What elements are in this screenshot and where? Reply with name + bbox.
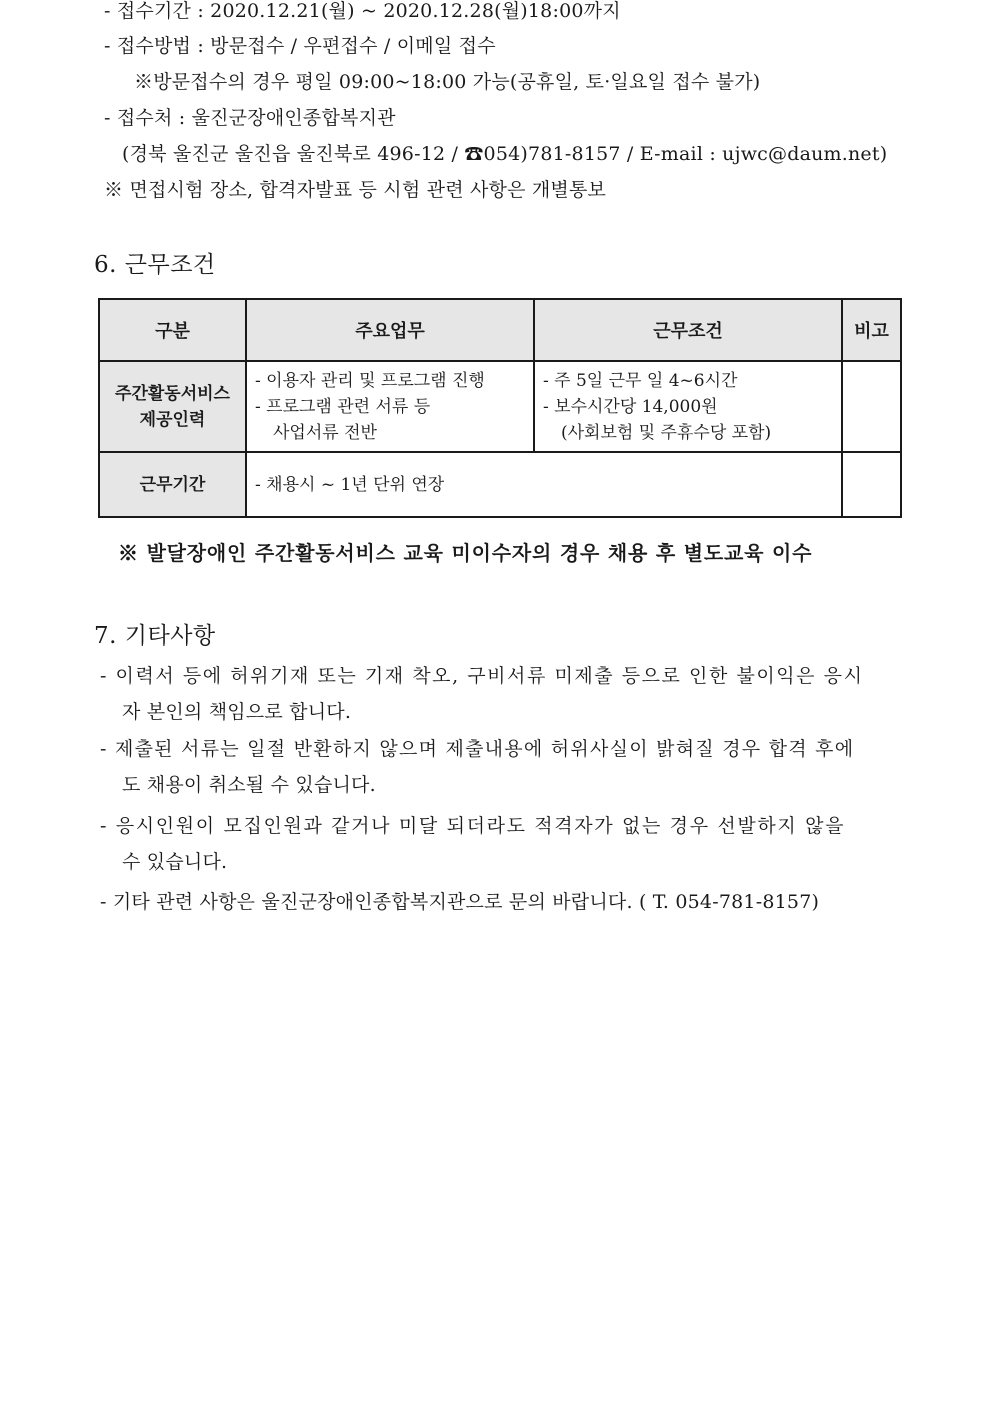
other-item-1-line-2: 자 본인의 책임으로 합니다. <box>122 701 352 723</box>
remarks-cell <box>842 361 901 452</box>
application-address: (경북 울진군 울진읍 울진북로 496-12 / ☎054)781-8157 / E-mail : ujwc@daum.net) <box>122 143 888 165</box>
condition-item: - 주 5일 근무 일 4~6시간 <box>543 370 738 391</box>
row-label-line: 제공인력 <box>139 409 206 430</box>
other-item-1-line-1: - 이력서 등에 허위기재 또는 기재 착오, 구비서류 미제출 등으로 인한 불이익은 응시 <box>100 665 864 687</box>
section-title-other-matters: 7. 기타사항 <box>94 623 216 649</box>
header-work-conditions: 근무조건 <box>534 299 842 361</box>
training-note: ※ 발달장애인 주간활동서비스 교육 미이수자의 경우 채용 후 별도교육 이수 <box>118 541 813 565</box>
other-item-4: - 기타 관련 사항은 울진군장애인종합복지관으로 문의 바랍니다. ( T. 054-781-8157) <box>100 891 820 913</box>
row-label-service-staff <box>99 361 246 452</box>
row-label-work-period: 근무기간 <box>99 452 246 517</box>
other-item-2-line-1: - 제출된 서류는 일절 반환하지 않으며 제출내용에 허위사실이 밝혀질 경우 합격 후에 <box>100 738 855 760</box>
remarks-cell <box>842 452 901 517</box>
table-row <box>99 452 901 517</box>
other-item-3-line-2: 수 있습니다. <box>122 851 228 873</box>
header-main-duties: 주요업무 <box>246 299 534 361</box>
condition-item: - 보수시간당 14,000원 <box>543 396 718 417</box>
application-period: - 접수기간 : 2020.12.21(월) ~ 2020.12.28(월)18:00까지 <box>104 0 621 22</box>
other-item-3-line-1: - 응시인원이 모집인원과 같거나 미달 되더라도 적격자가 없는 경우 선발하지 않을 <box>100 815 846 837</box>
duty-item: - 프로그램 관련 서류 등 <box>255 396 431 417</box>
application-method: - 접수방법 : 방문접수 / 우편접수 / 이메일 접수 <box>104 35 496 57</box>
exam-notice: ※ 면접시험 장소, 합격자발표 등 시험 관련 사항은 개별통보 <box>104 179 607 201</box>
conditions-cell <box>534 361 842 452</box>
section-title-work-conditions: 6. 근무조건 <box>94 252 216 278</box>
table-header-row <box>99 299 901 361</box>
row-label-line: 주간활동서비스 <box>115 383 230 404</box>
application-place: - 접수처 : 울진군장애인종합복지관 <box>104 107 396 129</box>
header-category: 구분 <box>99 299 246 361</box>
condition-item: (사회보험 및 주휴수당 포함) <box>561 422 772 443</box>
other-item-2-line-2: 도 채용이 취소될 수 있습니다. <box>122 774 376 796</box>
application-method-note: ※방문접수의 경우 평일 09:00~18:00 가능(공휴일, 토·일요일 접수 불가) <box>134 71 761 93</box>
duties-cell <box>246 361 534 452</box>
work-conditions-table <box>98 298 902 518</box>
duty-item: 사업서류 전반 <box>273 422 377 443</box>
header-remarks: 비고 <box>842 299 901 361</box>
work-period-cell: - 채용시 ~ 1년 단위 연장 <box>246 452 842 517</box>
table-row <box>99 361 901 452</box>
duty-item: - 이용자 관리 및 프로그램 진행 <box>255 370 485 391</box>
